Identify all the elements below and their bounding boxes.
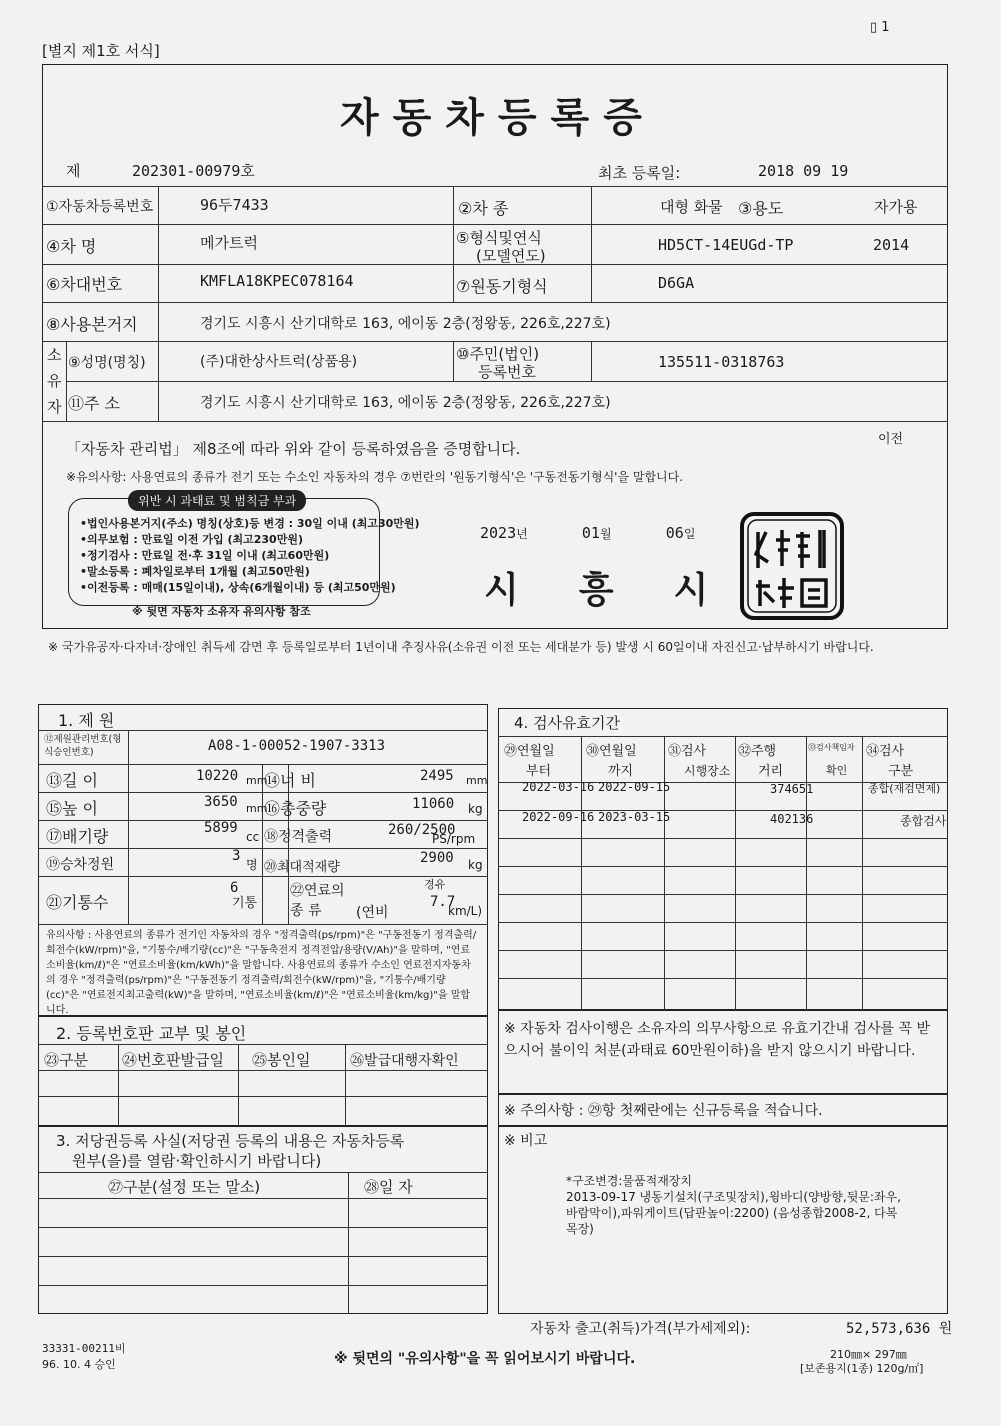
insp-row2-kind: 종합검사: [900, 814, 947, 828]
penalty-item: •의무보험 : 만료일 이전 가입 (최고230만원): [80, 533, 303, 546]
length-value: 10220: [196, 768, 239, 784]
width-unit: mm: [466, 774, 488, 787]
official-seal: [738, 510, 846, 622]
corp-no-label-bottom: 등록번호: [478, 363, 536, 381]
paper-size: 210㎜× 297㎜: [830, 1348, 907, 1361]
gross-label: ⑯총중량: [264, 799, 327, 818]
car-name-value: 메가트럭: [200, 234, 258, 252]
form-tag: [별지 제1호 서식]: [42, 42, 160, 60]
reg-no-label: ①자동차등록번호: [46, 199, 154, 215]
penalty-item: •이전등록 : 매매(15일이내), 상속(6개월이내) 등 (최고50만원): [80, 581, 396, 594]
issuer: 시흥시: [484, 569, 769, 611]
gross-unit: kg: [468, 802, 483, 816]
remarks-line: 목장): [566, 1222, 594, 1236]
footer-date: 96. 10. 4 승인: [42, 1358, 116, 1371]
load-unit: kg: [468, 858, 483, 872]
duty-note: ※ 자동차 검사이행은 소유자의 의무사항으로 유효기간내 검사를 꼭 받으시어 불이익 처분(과태료 60만원이하)을 받지 않으시기 바랍니다.: [504, 1021, 931, 1059]
cert-text: 「자동차 관리법」 제8조에 따라 위와 같이 등록하였음을 증명합니다.: [66, 440, 521, 458]
owner-side-2: 유: [47, 372, 62, 390]
plate-col-agent: ㉖발급대행자확인: [350, 1053, 459, 1069]
height-value: 3650: [204, 794, 238, 810]
spec-title: 1. 제 원: [58, 711, 115, 730]
caution-text: ※유의사항: 사용연료의 종류가 전기 또는 수소인 자동차의 경우 ⑦번란의 '원동기형식'은 '구동전동기형식'을 말합니다.: [66, 470, 684, 484]
footer-notice: ※ 뒷면의 "유의사항"을 꼭 읽어보시기 바랍니다.: [334, 1351, 636, 1367]
engine-label: ⑦원동기형식: [456, 277, 548, 296]
gross-value: 11060: [412, 796, 455, 812]
disp-value: 5899: [204, 820, 238, 836]
insp-col-from-top: ㉙연월일: [504, 744, 555, 759]
doc-no: 202301-00979호: [132, 162, 255, 180]
insp-col-from-bottom: 부터: [526, 764, 552, 779]
remarks-line: 바람막이),파워게이트(답판높이:2200) (음성종합2008-2, 다복: [566, 1206, 898, 1220]
issue-date: 2023년 01월 06일: [480, 524, 696, 542]
mortgage-col-kind: ㉗구분(설정 또는 말소): [108, 1178, 261, 1196]
load-value: 2900: [420, 850, 454, 866]
width-value: 2495: [420, 768, 454, 784]
insp-col-to-bottom: 까지: [608, 764, 634, 779]
corp-no-label-top: ⑩주민(법인): [456, 345, 540, 363]
remarks-line: *구조변경:물품적재장치: [566, 1174, 692, 1188]
attention-note: ※ 주의사항 : ㉙항 첫째란에는 신규등록을 적습니다.: [504, 1103, 823, 1119]
reg-no-value: 96두7433: [200, 196, 269, 214]
insp-col-place-bottom: 시행장소: [684, 764, 731, 778]
remarks-title: ※ 비고: [504, 1133, 548, 1149]
doc-title: 자동차등록증: [340, 94, 656, 141]
width-label: ⑭너 비: [264, 771, 316, 790]
owner-side-3: 자: [47, 398, 62, 416]
car-type-value: 대형 화물: [660, 198, 723, 216]
penalty-title: 위반 시 과태료 및 범칙금 부과: [128, 490, 306, 511]
price-value: 52,573,636 원: [846, 1321, 953, 1337]
inspection-title: 4. 검사유효기간: [514, 714, 621, 732]
insp-col-kind-bottom: 구분: [888, 764, 914, 779]
seats-label: ⑲승차정원: [46, 857, 115, 873]
eff-value: 7.7: [430, 894, 456, 910]
plate-title: 2. 등록번호판 교부 및 봉인: [56, 1024, 247, 1043]
disp-unit: cc: [246, 830, 260, 844]
insp-col-to-top: ㉚연월일: [586, 744, 637, 759]
fuel-label-top: ㉒연료의: [290, 883, 345, 899]
insp-row2-from: 2022-09-16: [522, 810, 595, 824]
owner-name-value: (주)대한상사트럭(상품용): [200, 354, 358, 370]
use-value: 자가용: [874, 198, 918, 216]
plate-col-seal: ㉕봉인일: [252, 1051, 311, 1069]
eff-unit: km/L): [448, 904, 483, 918]
owner-side-1: 소: [47, 346, 62, 364]
load-label: ⑳최대적재량: [264, 860, 340, 875]
car-type-label: ②차 종: [458, 199, 509, 218]
base-loc-value: 경기도 시흥시 산기대학로 163, 에이동 2층(정왕동, 226호,227호): [200, 316, 611, 332]
disp-label: ⑰배기량: [46, 827, 109, 846]
vin-label: ⑥차대번호: [46, 275, 123, 294]
insp-col-check-top: ㉝검사책임자: [808, 743, 855, 752]
spec-mgmt-label: ⑫제원관리번호(형식승인번호): [44, 734, 122, 758]
transfer-note: 이전: [878, 432, 904, 447]
use-label: ③용도: [738, 199, 784, 218]
spec-note: 유의사항 : 사용연료의 종류가 전기인 자동차의 경우 "정격출력(ps/rpm)"은 "구동전동기 정격출력/회전수(kW/rpm)"을, "기통수/배기량(cc)"은 "구동축전지 정격전압/용량(V/Ah)"을 말하며, "연료소비율(km/ℓ)"은 "연료소비율(km/kWh)"을 말합니다. 사용연료의 종류가 수소인 연료전지자동차의 경우 "정격출력(ps/rpm)"은 "구동전동기 정격출력/회전수(kW/rpm)"을, "기통수/배기량(cc)"은 "연료전지최고출력(kW)"을 말하며, "연료소비율(km/ℓ)"은 "연료소비율(km/kg)"을 말합니다.: [46, 930, 477, 1016]
insp-row1-kind: 종합(재검면제): [868, 782, 941, 795]
insp-row1-from: 2022-03-16: [522, 780, 595, 794]
insp-col-place-top: ㉛검사: [668, 744, 707, 759]
first-reg-date: 2018 09 19: [758, 162, 849, 180]
price-label: 자동차 출고(취득)가격(부가세제외):: [530, 1321, 751, 1337]
address-value: 경기도 시흥시 산기대학로 163, 에이동 2층(정왕동, 226호,227호): [200, 395, 611, 411]
insp-row1-to: 2022-09-15: [598, 780, 671, 794]
engine-value: D6GA: [658, 274, 695, 292]
height-unit: mm: [246, 802, 268, 815]
corp-no-value: 135511-0318763: [658, 353, 785, 371]
insp-col-km-bottom: 거리: [758, 764, 784, 779]
insp-col-kind-top: ㉞검사: [866, 744, 905, 759]
model-value: HD5CT-14EUGd-TP: [658, 236, 794, 254]
fuel-label-bottom: 종 류: [290, 903, 322, 919]
fuel-type: 경유: [424, 878, 446, 891]
power-value: 260/2500: [388, 822, 456, 838]
paper-type: [보존용지(1종) 120g/㎡]: [800, 1362, 924, 1375]
cyl-label: ㉑기통수: [46, 893, 109, 912]
insp-col-km-top: ㉜주행: [738, 744, 777, 759]
spec-mgmt-value: A08-1-00052-1907-3313: [208, 738, 386, 754]
owner-name-label: ⑨성명(명칭): [68, 355, 146, 371]
mortgage-title-2: 원부(을)를 열람·확인하시기 바랍니다): [72, 1152, 322, 1170]
penalty-item: •정기검사 : 만료일 전·후 31일 이내 (최고60만원): [80, 549, 330, 562]
power-unit: PS/rpm: [432, 832, 476, 846]
veteran-note: ※ 국가유공자·다자녀·장애인 취득세 감면 후 등록일로부터 1년이내 추징사유(소유권 이전 또는 세대분가 등) 발생 시 60일이내 자진신고·납부하시기 바랍니다.: [48, 640, 874, 654]
mortgage-col-date: ㉘일 자: [364, 1178, 413, 1196]
model-label-top: ⑤형식및연식: [456, 229, 542, 247]
page-number: ▯ 1: [870, 20, 890, 35]
cyl-value: 6: [230, 880, 239, 896]
insp-row1-km: 374651: [770, 782, 814, 796]
address-label: ⑪주 소: [68, 394, 120, 413]
vin-value: KMFLA18KPEC078164: [200, 272, 354, 290]
model-year: 2014: [873, 236, 910, 254]
mortgage-title-1: 3. 저당권등록 사실(저당권 등록의 내용은 자동차등록: [56, 1132, 405, 1150]
seats-unit: 명: [246, 858, 258, 872]
penalty-footer: ※ 뒷면 자동차 소유자 유의사항 참조: [132, 605, 311, 618]
insp-row2-to: 2023-03-15: [598, 810, 671, 824]
plate-col-kind: ㉓구분: [44, 1051, 88, 1069]
first-reg-label: 최초 등록일:: [598, 164, 681, 182]
doc-no-label: 제: [66, 162, 81, 180]
model-label-bottom: (모델연도): [476, 247, 546, 265]
penalty-item: •법인사용본거지(주소) 명칭(상호)등 변경 : 30일 이내 (최고30만원): [80, 517, 420, 530]
seats-value: 3: [232, 848, 241, 864]
eff-label: (연비: [356, 905, 389, 921]
length-label: ⑬길 이: [46, 771, 98, 790]
insp-col-check-bottom: 확인: [826, 764, 848, 777]
insp-row2-km: 402136: [770, 812, 814, 826]
power-label: ⑱정격출력: [264, 829, 333, 845]
height-label: ⑮높 이: [46, 799, 98, 818]
plate-col-issue: ㉔번호판발급일: [122, 1051, 224, 1069]
footer-code: 33331-00211비: [42, 1342, 126, 1355]
length-unit: mm: [246, 774, 268, 787]
cyl-unit: 기통: [232, 896, 258, 911]
penalty-item: •말소등록 : 폐차일로부터 1개월 (최고50만원): [80, 565, 310, 578]
remarks-line: 2013-09-17 냉동기설치(구조및장치),윙바디(양방향,뒷문:좌우,: [566, 1190, 901, 1204]
car-name-label: ④차 명: [46, 237, 97, 256]
base-loc-label: ⑧사용본거지: [46, 315, 138, 334]
